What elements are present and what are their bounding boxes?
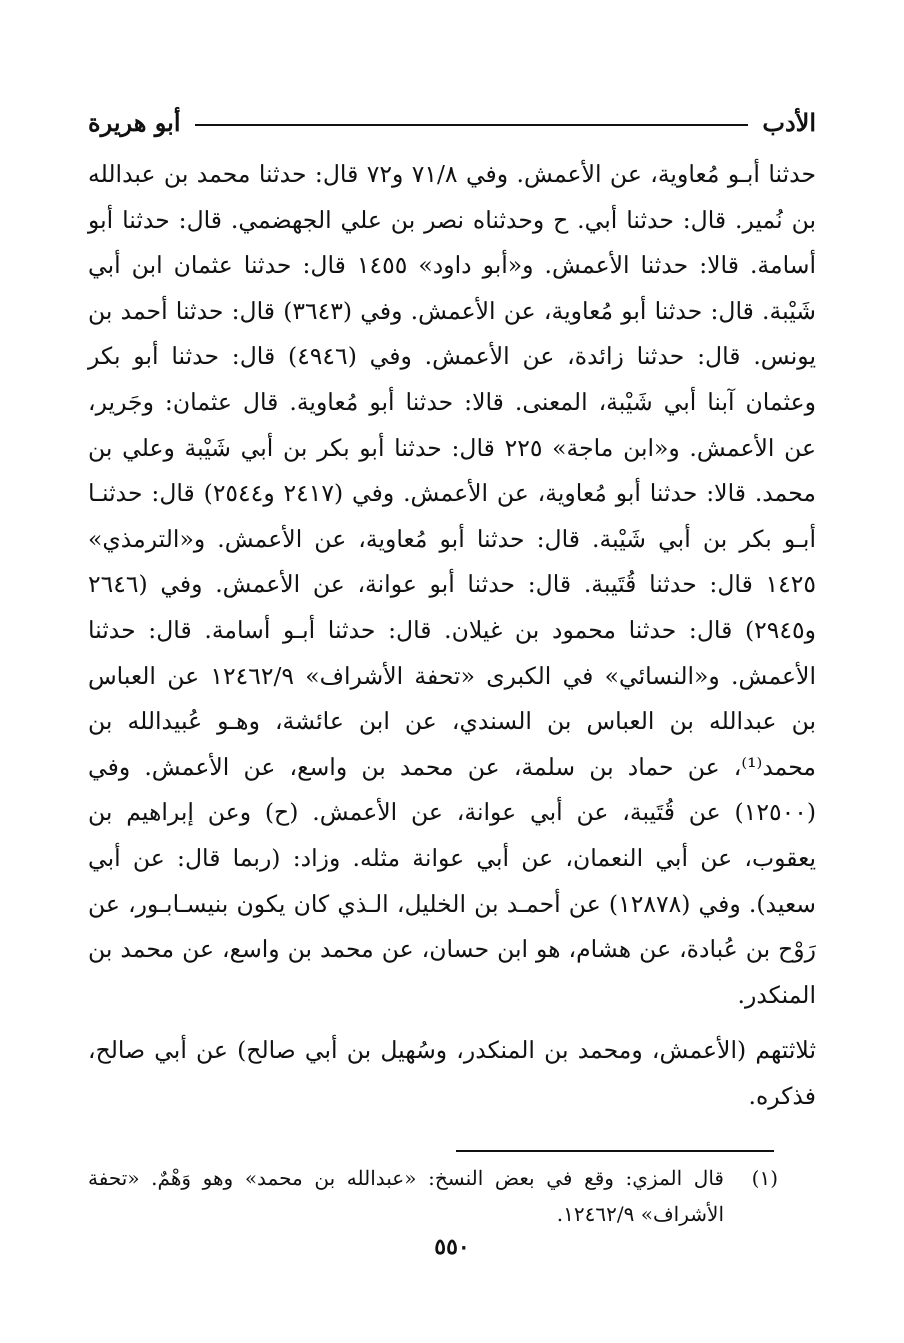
footnote-number: (١) [751,1166,778,1190]
paragraph-conclusion: ثلاثتهم (الأعمش، ومحمد بن المنكدر، وسُهيل بن أبي صالح) عن أبي صالح، فذكره. [88,1036,816,1110]
paragraph-isnad: حدثنا أبـو مُعاوية، عن الأعمش. وفي ٧١/٨ و٧٢ قال: حدثنا محمد بن عبدالله بن نُمير. قال: حدثنا أبي. ح وحدثناه نصر بن علي الجهضمي. قال: حدثنا أبو أسامة. قالا: حدثنا الأعمش. و«أبو داود» ١٤٥٥ قال: حدثنا عثمان ابن أبي شَيْبة. قال: حدثنا أبو مُعاوية، عن الأعمش. وفي (٣٦٤٣) قال: حدثنا أحمد بن يونس. قال: حدثنا زائدة، عن الأعمش. وفي (٤٩٤٦) قال: حدثنا أبو بكر وعثمان آبنا أبي شَيْبة، المعنى. قالا: حدثنا أبو مُعاوية. قال عثمان: وجَرير، عن الأعمش. و«ابن ماجة» ٢٢٥ قال: حدثنا أبو بكر بن أبي شَيْبة وعلي بن محمد. قالا: حدثنا أبو مُعاوية، عن الأعمش. وفي (٢٤١٧ و٢٥٤٤) قال: حدثنـا أبـو بكر بن أبي شَيْبة. قال: حدثنا أبو مُعاوية، عن الأعمش. و«الترمذي» ١٤٢٥ قال: حدثنا قُتَيبة. قال: حدثنا أبو عوانة، عن الأعمش. وفي (٢٦٤٦ و٢٩٤٥) قال: حدثنا محمود بن غيلان. قال: حدثنا أبـو أسامة. قال: حدثنا الأعمش. و«النسائي» في الكبرى «تحفة الأشراف» ١٢٤٦٢/٩ عن العباس بن عبدالله بن العباس بن السندي، عن ابن عائشة، وهـو عُبيدالله بن محمد⁽¹⁾، عن حماد بن سلمة، عن محمد بن واسع، عن الأعمش. وفي (١٢٥٠٠) عن قُتَيبة، عن أبي عوانة، عن الأعمش. (ح) وعن إبراهيم بن يعقوب، عن أبي النعمان، عن أبي عوانة مثله. وزاد: (ربما قال: عن أبي سعيد). وفي (١٢٨٧٨) عن أحمـد بن الخليل، الـذي كان يكون بنيسـابـور، عن رَوْح بن عُبادة، عن هشام، هو ابن حسان، عن محمد بن واسع، عن محمد بن المنكدر. [88,160,816,1009]
footnote-text: قال المزي: وقع في بعض النسخ: «عبدالله بن محمد» وهو وَهْمٌ. «تحفة الأشراف» ١٢٤٦٢/٩. [88,1166,724,1226]
chapter-title: الأدب [762,107,816,137]
footnote-rule [456,1150,774,1152]
header-rule [195,124,749,126]
main-text [88,152,816,1119]
footnote [88,1160,778,1232]
narrator-title: أبو هريرة [88,107,181,137]
running-header [88,102,816,142]
page-number: ٥٥٠ [434,1234,470,1260]
